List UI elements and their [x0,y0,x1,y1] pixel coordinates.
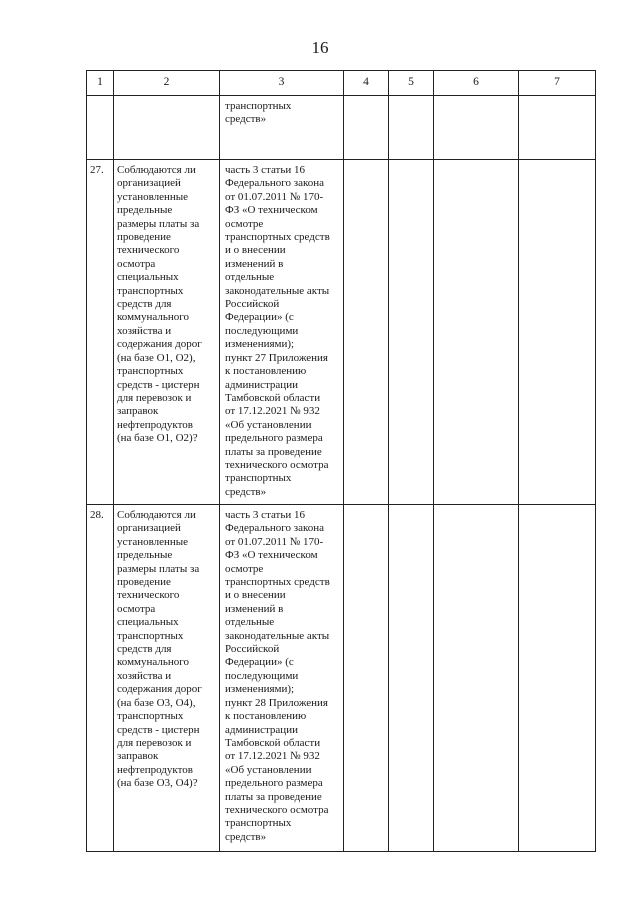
text-line: средств - цистерн [117,723,200,736]
text-line: Федерального закона [225,522,325,535]
text-line: и о внесении [225,244,286,257]
text-line: отдельные [225,616,275,629]
cell-continuation-law [220,96,344,160]
text-line: коммунального [117,311,189,324]
text-line: последующими [225,324,299,337]
text-line: (на базе О3, О4)? [117,777,198,790]
text-line: предельные [117,549,173,562]
text-line: (на базе О1, О2), [117,351,196,364]
text-line: хозяйства и [117,669,172,682]
text-line: организацией [117,177,181,190]
cell-empty [434,160,519,505]
text-line: ФЗ «О техническом [225,549,318,562]
text-line: установленные [117,190,189,203]
text-line: транспортных [225,100,292,112]
col-header-7: 7 [519,71,596,96]
row-number: 28. [87,505,114,852]
text-line: проведение [117,231,171,244]
text-line: осмотре [225,562,264,575]
text-line: к постановлению [225,365,307,378]
text-line: Тамбовской области [225,391,321,404]
text-line: от 01.07.2011 № 170- [225,190,324,203]
text-line: администрации [225,723,298,736]
text-line: транспортных [225,817,292,830]
text-line: изменениями); [225,338,295,351]
text-line: транспортных [117,710,184,723]
text-line: отдельные [225,271,275,284]
cell-empty [519,505,596,852]
cell-empty [519,160,596,505]
text-line: нефтепродуктов [117,418,193,431]
text-line: предельные [117,204,173,217]
text-line: от 17.12.2021 № 932 [225,405,320,418]
text-line: платы за проведение [225,445,322,458]
text-line: заправок [117,405,159,418]
col-header-4: 4 [344,71,389,96]
text-line: технического [117,589,180,602]
text-line: осмотра [117,602,156,615]
text-line: транспортных [117,284,184,297]
cell-empty [434,505,519,852]
table-row [87,160,596,505]
text-line: заправок [117,750,159,763]
text-line: организацией [117,522,181,535]
page-number: 16 [311,38,329,57]
text-line: осмотра [117,257,156,270]
text-line: Тамбовской области [225,736,321,749]
text-line: (на базе О3, О4), [117,696,196,709]
col-header-2: 2 [114,71,220,96]
col-header-6: 6 [434,71,519,96]
text-line: Российской [225,643,280,656]
text-line: технического [117,244,180,257]
text-line: часть 3 статьи 16 [225,164,306,176]
text-line: средств» [225,113,267,126]
col-header-1: 1 [87,71,114,96]
text-line: Федерации» (с [225,311,294,324]
text-line: средств для [117,643,172,656]
text-line: установленные [117,535,189,548]
text-line: транспортных средств [225,576,330,589]
text-line: осмотре [225,217,264,230]
text-line: ФЗ «О техническом [225,204,318,217]
cell-empty [344,505,389,852]
text-line: изменений в [225,602,284,615]
text-line: платы за проведение [225,790,322,803]
legal-basis [220,160,344,505]
text-line: технического осмотра [225,458,329,471]
text-line: средств - цистерн [117,378,200,391]
text-line: средств» [225,830,267,843]
text-line: предельного размера [225,777,323,790]
text-line: изменений в [225,257,284,270]
col-header-3: 3 [220,71,344,96]
text-line: специальных [117,616,179,629]
cell-empty [344,96,389,160]
text-line: часть 3 статьи 16 [225,509,306,521]
text-line: транспортных [225,472,292,485]
legal-basis [220,505,344,852]
text-line: изменениями); [225,683,295,696]
text-line: проведение [117,576,171,589]
table-row [87,505,596,852]
cell-empty [344,160,389,505]
text-line: от 17.12.2021 № 932 [225,750,320,763]
text-line: технического осмотра [225,803,329,816]
requirement-question [114,505,220,852]
text-line: содержания дорог [117,683,202,696]
cell-empty [389,160,434,505]
text-line: Федерального закона [225,177,325,190]
text-line: содержания дорог [117,338,202,351]
checklist-table [86,70,596,852]
text-line: коммунального [117,656,189,669]
header-row [87,71,596,96]
text-line: транспортных [117,629,184,642]
text-line: средств для [117,298,172,311]
text-line: пункт 28 Приложения [225,696,328,709]
text-line: Соблюдаются ли [117,509,196,521]
text-line: пункт 27 Приложения [225,351,328,364]
text-line: Соблюдаются ли [117,164,196,176]
text-line: нефтепродуктов [117,763,193,776]
cell-empty [389,96,434,160]
cell-empty [434,96,519,160]
text-line: (на базе О1, О2)? [117,432,198,445]
text-line: транспортных [117,365,184,378]
text-line: хозяйства и [117,324,172,337]
text-line: законодательные акты [225,284,330,297]
requirement-question [114,160,220,505]
text-line: транспортных средств [225,231,330,244]
cell-empty [519,96,596,160]
text-line: последующими [225,669,299,682]
text-line: размеры платы за [117,562,200,575]
cell-empty [87,96,114,160]
text-line: Федерации» (с [225,656,294,669]
text-line: специальных [117,271,179,284]
cell-empty [389,505,434,852]
continuation-row [87,96,596,160]
text-line: к постановлению [225,710,307,723]
text-line: средств» [225,485,267,498]
text-line: «Об установлении [225,418,312,431]
text-line: для перевозок и [117,391,192,404]
row-number: 27. [87,160,114,505]
text-line: предельного размера [225,432,323,445]
text-line: от 01.07.2011 № 170- [225,535,324,548]
text-line: и о внесении [225,589,286,602]
cell-empty [114,96,220,160]
col-header-5: 5 [389,71,434,96]
text-line: размеры платы за [117,217,200,230]
text-line: администрации [225,378,298,391]
text-line: «Об установлении [225,763,312,776]
text-line: Российской [225,298,280,311]
text-line: законодательные акты [225,629,330,642]
text-line: для перевозок и [117,736,192,749]
